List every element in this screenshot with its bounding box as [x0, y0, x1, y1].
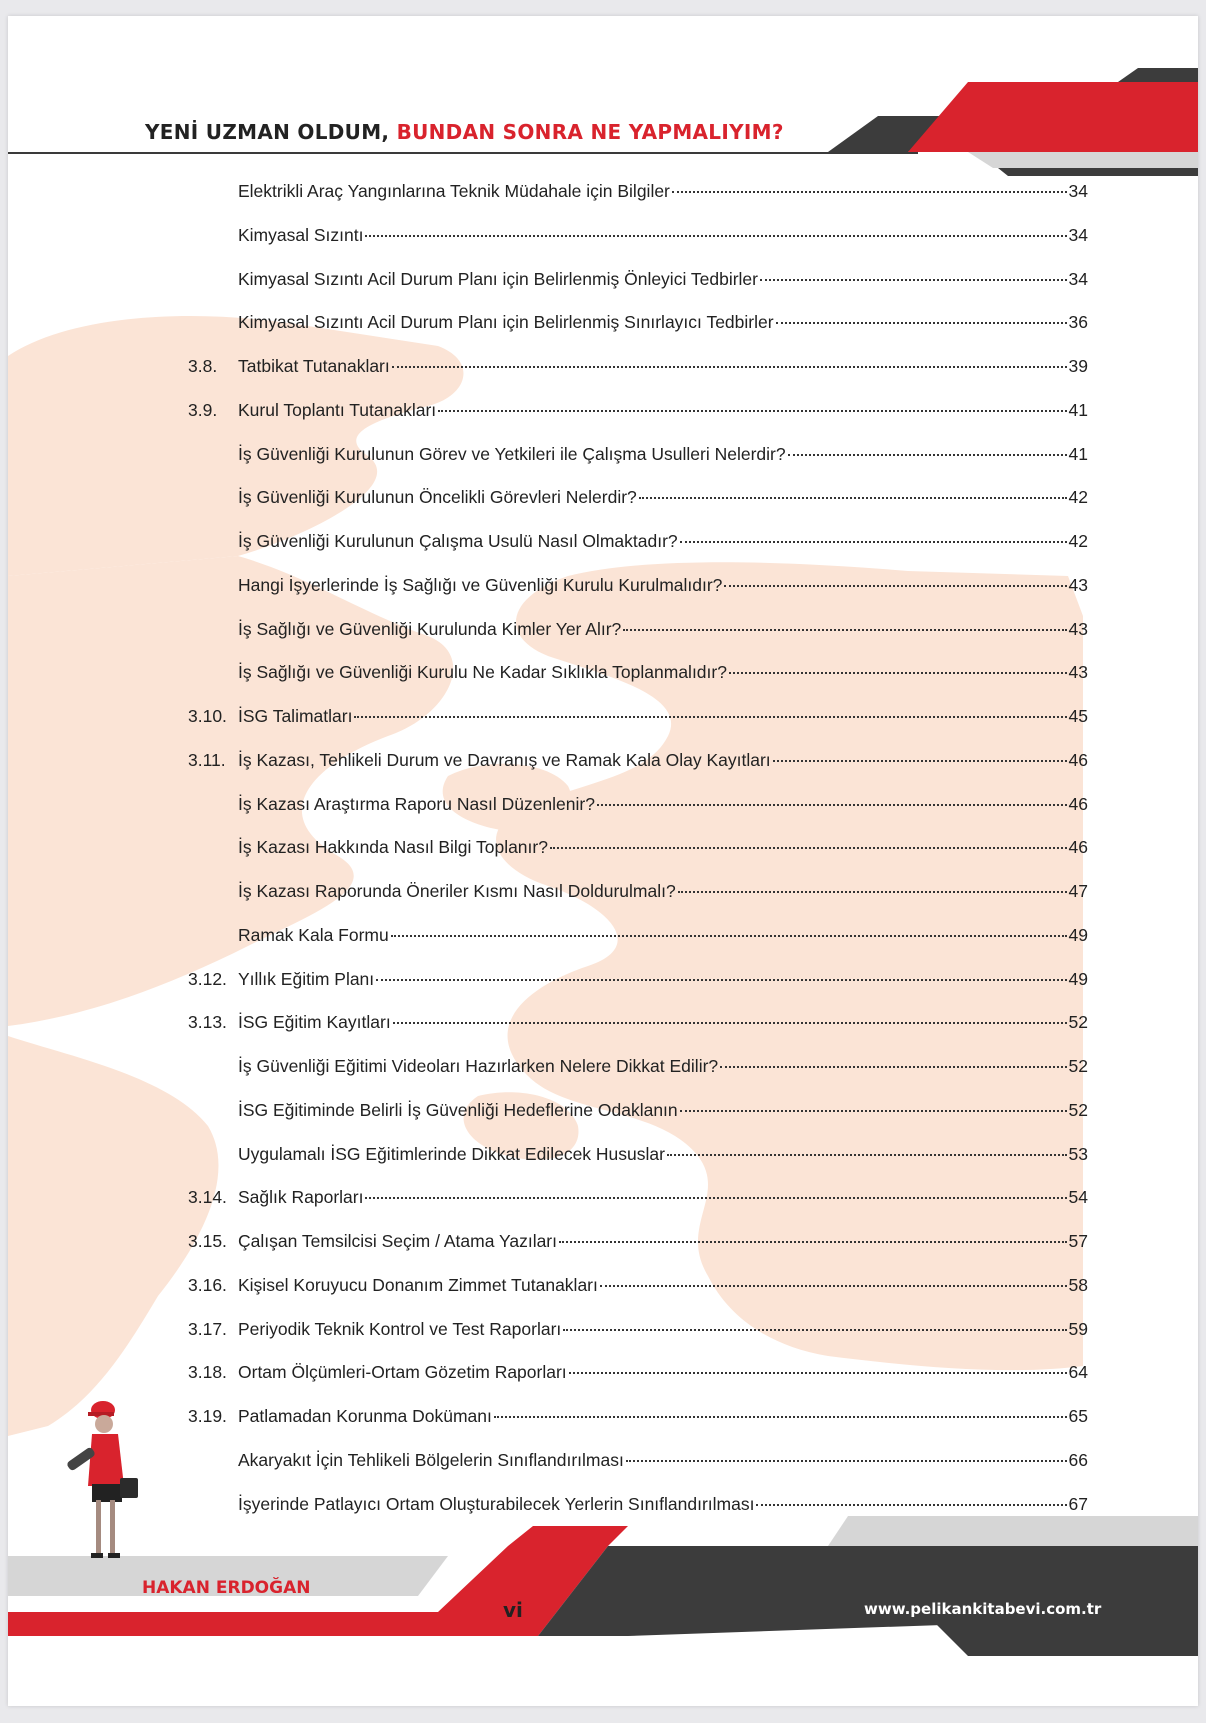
toc-entry[interactable] [188, 1494, 1088, 1538]
table-of-contents [188, 181, 1088, 1537]
toc-dot-leader [550, 847, 1067, 849]
toc-entry-page: 54 [1068, 1187, 1088, 1208]
toc-entry-title: İş Güvenliği Kurulunun Çalışma Usulü Nasıl Olmaktadır? [238, 531, 678, 551]
toc-entry-number: 3.18. [188, 1362, 227, 1383]
toc-entry-page: 43 [1068, 662, 1088, 683]
toc-entry[interactable] [188, 1144, 1088, 1188]
toc-entry[interactable] [188, 925, 1088, 969]
toc-entry[interactable] [188, 181, 1088, 225]
toc-entry-page: 65 [1068, 1406, 1088, 1426]
toc-entry-title: İş Sağlığı ve Güvenliği Kurulunda Kimler Yer Alır? [238, 618, 622, 639]
toc-entry-title: Kişisel Koruyucu Donanım Zimmet Tutanakları [238, 1274, 598, 1295]
toc-entry-title: İş Kazası, Tehlikeli Durum ve Davranış ve Ramak Kala Olay Kayıtları [238, 749, 771, 770]
toc-entry[interactable] [188, 619, 1088, 663]
toc-entry-title: Akaryakıt İçin Tehlikeli Bölgelerin Sınıflandırılması [238, 1449, 624, 1470]
toc-entry-page: 52 [1068, 1099, 1088, 1120]
document-page [8, 16, 1198, 1706]
toc-entry-page: 49 [1068, 968, 1088, 989]
toc-entry[interactable] [188, 531, 1088, 575]
toc-dot-leader [569, 1372, 1067, 1374]
toc-entry-page: 57 [1068, 1231, 1088, 1251]
toc-entry[interactable] [188, 881, 1088, 925]
toc-entry-number: 3.10. [188, 706, 227, 726]
toc-entry-title: Tatbikat Tutanakları [238, 356, 390, 376]
toc-entry[interactable] [188, 1275, 1088, 1319]
toc-entry-page: 41 [1068, 399, 1088, 420]
toc-dot-leader [392, 366, 1067, 368]
toc-dot-leader [623, 629, 1066, 631]
toc-dot-leader [626, 1460, 1067, 1462]
toc-dot-leader [776, 322, 1067, 324]
toc-entry[interactable] [188, 575, 1088, 619]
toc-entry-page: 34 [1068, 224, 1088, 245]
toc-entry-title: İş Kazası Hakkında Nasıl Bilgi Toplanır? [238, 837, 548, 858]
toc-entry-title: Uygulamalı İSG Eğitimlerinde Dikkat Edilecek Hususlar [238, 1143, 665, 1164]
toc-entry-number: 3.11. [188, 749, 226, 770]
toc-entry[interactable] [188, 1012, 1088, 1056]
toc-entry[interactable] [188, 969, 1088, 1013]
toc-dot-leader [678, 891, 1067, 893]
toc-entry-page: 39 [1068, 356, 1088, 376]
toc-entry[interactable] [188, 312, 1088, 356]
toc-entry-title: Ortam Ölçümleri-Ortam Gözetim Raporları [238, 1362, 567, 1383]
toc-dot-leader [667, 1154, 1067, 1156]
toc-entry-title: Ramak Kala Formu [238, 924, 389, 945]
toc-entry-number: 3.14. [188, 1187, 227, 1208]
toc-entry[interactable] [188, 400, 1088, 444]
toc-dot-leader [760, 279, 1067, 281]
toc-entry-title: Kimyasal Sızıntı Acil Durum Planı için Belirlenmiş Önleyici Tedbirler [238, 268, 758, 289]
toc-dot-leader [680, 541, 1067, 543]
toc-entry-title: İSG Eğitiminde Belirli İş Güvenliği Hedeflerine Odaklanın [238, 1099, 678, 1120]
toc-entry-page: 52 [1068, 1056, 1088, 1076]
header-title-part1: YENİ UZMAN OLDUM, [145, 120, 397, 144]
toc-entry-page: 58 [1068, 1274, 1088, 1295]
toc-entry-page: 46 [1068, 749, 1088, 770]
toc-entry-title: Yıllık Eğitim Planı [238, 968, 375, 989]
toc-dot-leader [597, 804, 1067, 806]
toc-entry-page: 36 [1068, 312, 1088, 333]
toc-entry-title: Sağlık Raporları [238, 1187, 364, 1208]
header-title [145, 120, 784, 144]
toc-entry[interactable] [188, 1319, 1088, 1363]
toc-entry-page: 52 [1068, 1012, 1088, 1033]
toc-entry[interactable] [188, 225, 1088, 269]
toc-entry-page: 49 [1068, 924, 1088, 945]
toc-dot-leader [365, 235, 1066, 237]
header-rule [8, 152, 918, 154]
toc-entry-page: 34 [1068, 268, 1088, 289]
toc-entry-page: 45 [1068, 706, 1088, 726]
toc-entry-page: 53 [1068, 1143, 1088, 1164]
toc-entry-number: 3.16. [188, 1274, 227, 1295]
toc-entry-number: 3.12. [188, 968, 227, 989]
toc-dot-leader [724, 585, 1066, 587]
toc-entry-page: 42 [1068, 487, 1088, 508]
toc-dot-leader [720, 1066, 1066, 1068]
toc-dot-leader [438, 410, 1066, 412]
footer-page-number: vi [503, 1598, 523, 1622]
toc-entry-number: 3.15. [188, 1231, 227, 1251]
toc-entry-title: Kimyasal Sızıntı [238, 224, 364, 245]
toc-entry-title: Çalışan Temsilcisi Seçim / Atama Yazıları [238, 1231, 557, 1251]
toc-entry-title: İş Kazası Araştırma Raporu Nasıl Düzenlenir? [238, 793, 595, 814]
toc-dot-leader [672, 191, 1067, 193]
toc-entry[interactable] [188, 1362, 1088, 1406]
toc-entry-title: Elektrikli Araç Yangınlarına Teknik Müdahale için Bilgiler [238, 181, 670, 201]
toc-entry-title: Kurul Toplantı Tutanakları [238, 399, 437, 420]
toc-entry-title: Periyodik Teknik Kontrol ve Test Raporları [238, 1318, 562, 1339]
toc-entry[interactable] [188, 1231, 1088, 1275]
toc-entry-title: İSG Eğitim Kayıtları [238, 1012, 391, 1033]
toc-entry[interactable] [188, 837, 1088, 881]
footer-website-link[interactable]: www.pelikankitabevi.com.tr [864, 1600, 1102, 1618]
toc-entry[interactable] [188, 1406, 1088, 1450]
toc-dot-leader [559, 1241, 1067, 1243]
toc-entry[interactable] [188, 706, 1088, 750]
toc-entry-title: İş Güvenliği Kurulunun Öncelikli Görevleri Nelerdir? [238, 487, 637, 508]
footer-author: HAKAN ERDOĞAN [142, 1578, 311, 1598]
toc-entry[interactable] [188, 356, 1088, 400]
toc-dot-leader [756, 1504, 1066, 1506]
toc-entry-page: 42 [1068, 531, 1088, 551]
toc-entry-page: 47 [1068, 881, 1088, 901]
toc-entry-page: 43 [1068, 574, 1088, 595]
toc-entry[interactable] [188, 487, 1088, 531]
toc-entry-page: 46 [1068, 837, 1088, 858]
toc-entry-number: 3.9. [188, 399, 218, 420]
toc-entry-page: 64 [1068, 1362, 1088, 1383]
toc-entry[interactable] [188, 269, 1088, 313]
toc-dot-leader [773, 760, 1067, 762]
toc-entry-title: Kimyasal Sızıntı Acil Durum Planı için Belirlenmiş Sınırlayıcı Tedbirler [238, 312, 774, 333]
toc-entry-title: İş Kazası Raporunda Öneriler Kısmı Nasıl Doldurulmalı? [238, 881, 676, 901]
toc-dot-leader [365, 1197, 1066, 1199]
toc-entry-title: Hangi İşyerlerinde İş Sağlığı ve Güvenliği Kurulu Kurulmalıdır? [238, 574, 723, 595]
toc-entry-page: 46 [1068, 793, 1088, 814]
toc-dot-leader [376, 979, 1066, 981]
toc-dot-leader [680, 1110, 1067, 1112]
toc-entry[interactable] [188, 444, 1088, 488]
toc-entry-number: 3.13. [188, 1012, 227, 1033]
toc-entry[interactable] [188, 1450, 1088, 1494]
toc-entry-number: 3.17. [188, 1318, 227, 1339]
toc-entry-page: 43 [1068, 618, 1088, 639]
toc-entry-number: 3.8. [188, 356, 218, 376]
toc-dot-leader [563, 1329, 1066, 1331]
header-title-part2: BUNDAN SONRA NE YAPMALIYIM? [396, 120, 784, 144]
toc-entry-page: 59 [1068, 1318, 1088, 1339]
toc-entry[interactable] [188, 1100, 1088, 1144]
toc-entry-title: Patlamadan Korunma Dokümanı [238, 1406, 492, 1426]
toc-entry-title: İş Güvenliği Eğitimi Videoları Hazırlarken Nelere Dikkat Edilir? [238, 1056, 719, 1076]
toc-dot-leader [354, 716, 1066, 718]
toc-entry-number: 3.19. [188, 1406, 227, 1426]
toc-entry[interactable] [188, 1187, 1088, 1231]
toc-dot-leader [729, 672, 1067, 674]
toc-entry-title: İşyerinde Patlayıcı Ortam Oluşturabilecek Yerlerin Sınıflandırılması [238, 1493, 755, 1514]
toc-entry-page: 34 [1068, 181, 1088, 201]
toc-dot-leader [494, 1416, 1067, 1418]
worker-illustration-icon [58, 1396, 158, 1566]
toc-entry[interactable] [188, 1056, 1088, 1100]
toc-entry-title: İş Güvenliği Kurulunun Görev ve Yetkileri ile Çalışma Usulleri Nelerdir? [238, 443, 786, 464]
toc-entry[interactable] [188, 794, 1088, 838]
toc-dot-leader [600, 1285, 1067, 1287]
toc-dot-leader [393, 1022, 1067, 1024]
toc-entry[interactable] [188, 662, 1088, 706]
toc-dot-leader [639, 497, 1067, 499]
toc-entry-page: 66 [1068, 1449, 1088, 1470]
toc-dot-leader [788, 454, 1067, 456]
toc-entry-title: İş Sağlığı ve Güvenliği Kurulu Ne Kadar Sıklıkla Toplanmalıdır? [238, 662, 727, 683]
toc-entry-page: 41 [1068, 443, 1088, 464]
toc-entry-page: 67 [1068, 1493, 1088, 1514]
toc-entry-title: İSG Talimatları [238, 706, 353, 726]
toc-dot-leader [391, 935, 1067, 937]
toc-entry[interactable] [188, 750, 1088, 794]
